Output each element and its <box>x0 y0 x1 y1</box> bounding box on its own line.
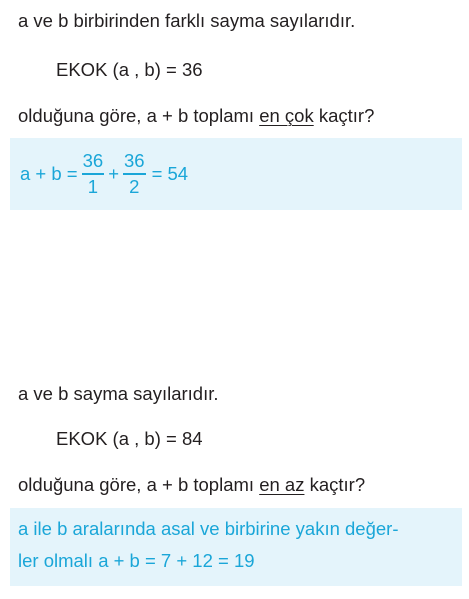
fraction1-bar <box>82 173 105 175</box>
problem1-question-pre: olduğuna göre, a + b toplamı <box>18 105 260 126</box>
fraction1-numerator: 36 <box>82 150 104 171</box>
problem1-ekok-equation: EKOK (a , b) = 36 <box>56 59 203 80</box>
fraction2-numerator: 36 <box>124 150 145 171</box>
problem2-question-pre: olduğuna göre, a + b toplamı <box>18 474 260 495</box>
solution1-fraction-1 <box>82 150 105 198</box>
problem1-statement-line1: a ve b birbirinden farklı sayma sayılarıdır. <box>18 10 356 31</box>
fraction2-denominator: 2 <box>129 175 140 197</box>
solution1-rhs: = 54 <box>151 162 189 184</box>
problem2-solution-line1: a ile b aralarında asal ve birbirine yakın değer- <box>18 518 399 539</box>
solution1-fraction-2 <box>123 150 146 198</box>
problem2-solution-line2: ler olmalı a + b = 7 + 12 = 19 <box>18 550 255 571</box>
problem2-question-emphasis: en az <box>259 474 305 495</box>
problem1-question-post: kaçtır? <box>313 105 375 126</box>
solution1-lhs: a + b = <box>20 162 78 184</box>
problem2-ekok-equation: EKOK (a , b) = 84 <box>56 428 203 449</box>
problem2-statement-line1: a ve b sayma sayılarıdır. <box>18 383 219 404</box>
solution1-plus: + <box>108 162 119 184</box>
fraction2-bar <box>123 173 146 175</box>
problem1-question <box>18 105 374 127</box>
problem2-question <box>18 474 365 496</box>
problem2-question-post: kaçtır? <box>304 474 366 495</box>
fraction1-denominator: 1 <box>87 175 99 197</box>
problem1-question-emphasis: en çok <box>259 105 314 126</box>
problem1-solution-math <box>20 150 188 198</box>
